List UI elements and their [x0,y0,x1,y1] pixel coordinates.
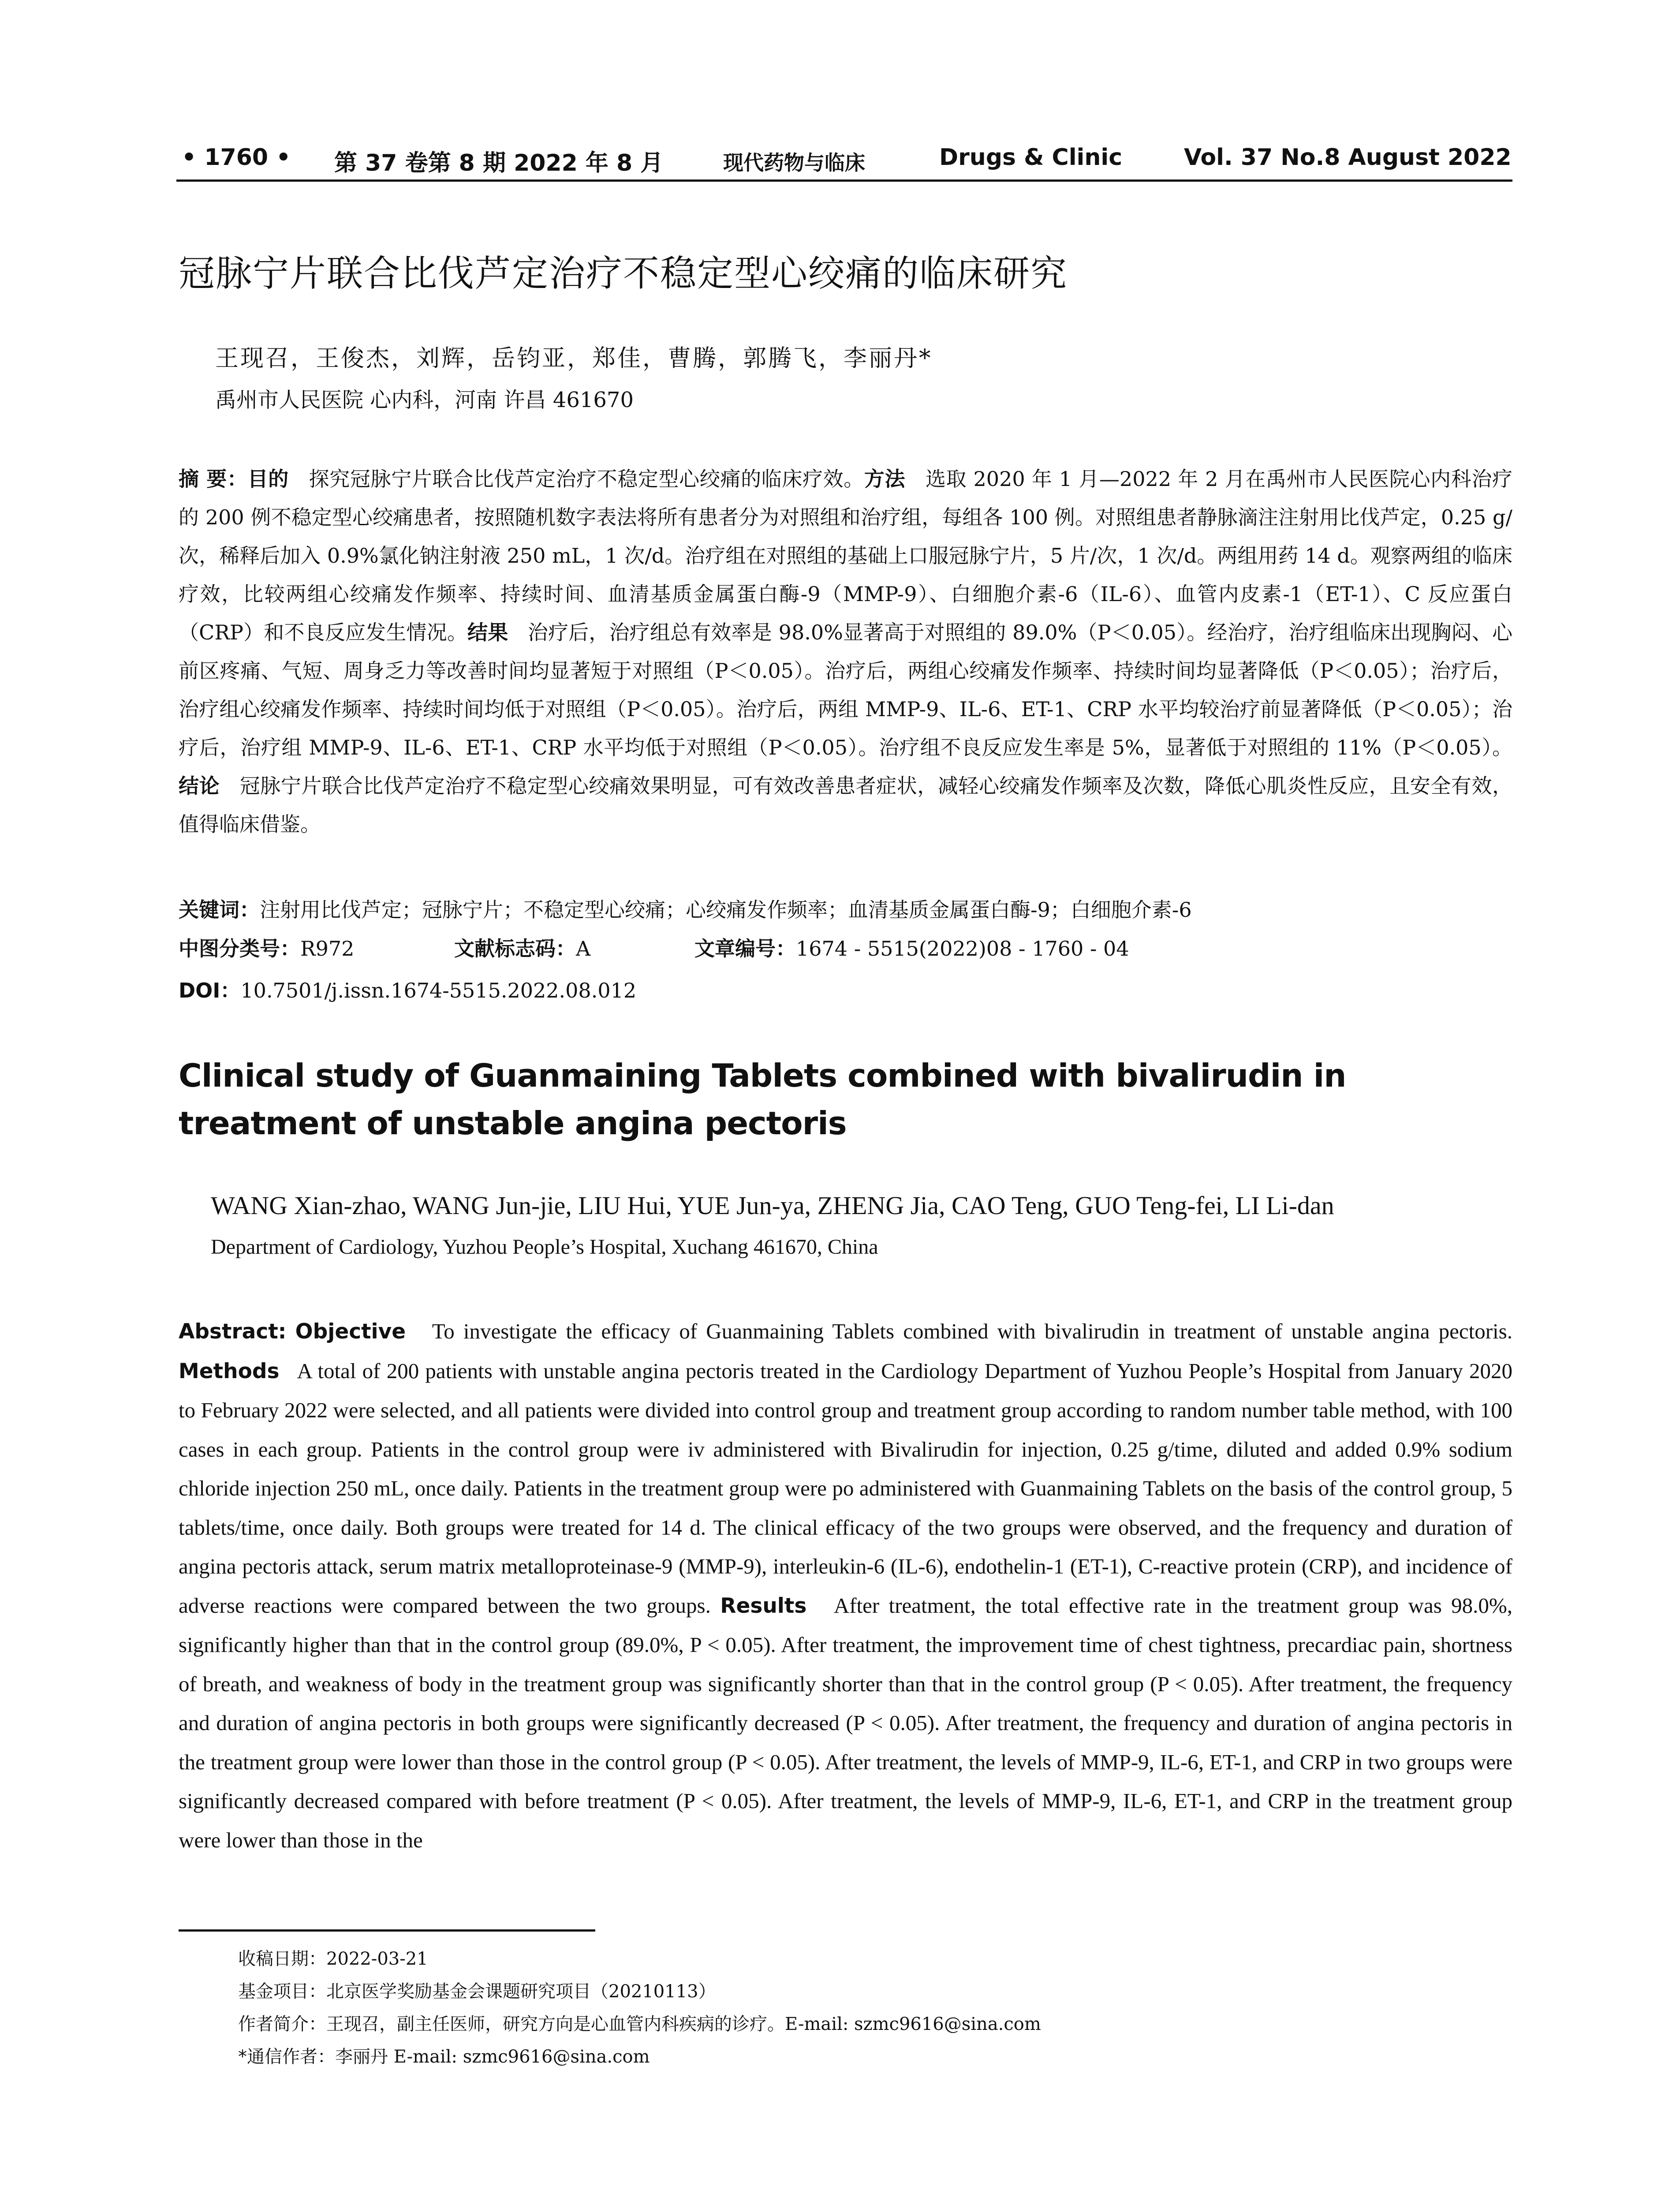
results-text-cn: 治疗后，治疗组总有效率是 98.0%显著高于对照组的 89.0%（P＜0.05）。经治疗，治疗组临床出现胸闷、心前区疼痛、气短、周身乏力等改善时间均显著短于对照组（P＜0.05）。治疗后，两组心绞痛发作频率、持续时间均显著降低（P＜0.05）；治疗后，治疗组心绞痛发作频率、持续时间均低于对照组（P＜0.05）。治疗后，两组 MMP-9、IL-6、ET-1、CRP 水平均较治疗前显著降低（P＜0.05）；治疗后，治疗组 MMP-9、IL-6、ET-1、CRP 水平均低于对照组（P＜0.05）。治疗组不良反应发生率是 5%，显著低于对照组的 11%（P＜0.05）。 [179,620,1512,759]
abstract-en [179,1312,1512,1860]
article-title-cn: 冠脉宁片联合比伐芦定治疗不稳定型心绞痛的临床研究 [179,253,1068,295]
article-title-en: Clinical study of Guanmaining Tablets combined with bivalirudin in treatment of unstable angina pectoris [179,1057,1346,1142]
doi-value: 10.7501/j.issn.1674-5515.2022.08.012 [240,979,637,1002]
footnote-author-bio [238,2008,1041,2041]
clc-value: R972 [300,937,355,960]
results-text-en: After treatment, the total effective rate in the treatment group was 98.0%, significantly higher than that in the control group (89.0%, P < 0.05). After treatment, the improvement time of chest tightness, precardiac pain, shortness of breath, and weakness of body in the treatment group was significantly shorter than that in the control group (P < 0.05). After treatment, the frequency and duration of angina pectoris in both groups were significantly decreased (P < 0.05). After treatment, the frequency and duration of angina pectoris in the treatment group were lower than those in the control group (P < 0.05). After treatment, the levels of MMP-9, IL-6, ET-1, and CRP in two groups were significantly decreased compared with before treatment (P < 0.05). After treatment, the levels of MMP-9, IL-6, ET-1, and CRP in the treatment group were lower than those in the [179,1593,1512,1852]
footnote-received [238,1943,1041,1975]
journal-name-cn: 现代药物与临床 [723,151,865,175]
running-header [176,139,1512,182]
footnote-divider [179,1929,595,1932]
footnotes [238,1943,1041,2073]
footnote-label: 作者简介： [238,2014,326,2034]
methods-label-cn: 方法 [864,467,906,491]
methods-text-cn: 选取 2020 年 1 月—2022 年 2 月在禹州市人民医院心内科治疗的 200 例不稳定型心绞痛患者，按照随机数字表法将所有患者分为对照组和治疗组，每组各 100 例。对照组患者静脉滴注注射用比伐芦定，0.25 g/次，稀释后加入 0.9%氯化钠注射液 250 mL，1 次/d。治疗组在对照组的基础上口服冠脉宁片，5 片/次，1 次/d。两组用药 14 d。观察两组的临床疗效，比较两组心绞痛发作频率、持续时间、血清基质金属蛋白酶-9（MMP-9）、白细胞介素-6（IL-6）、血管内皮素-1（ET-1）、C 反应蛋白（CRP）和不良反应发生情况。 [179,467,1513,644]
keywords-text: 注射用比伐芦定；冠脉宁片；不稳定型心绞痛；心绞痛发作频率；血清基质金属蛋白酶-9；白细胞介素-6 [260,898,1192,922]
objective-text-cn: 探究冠脉宁片联合比伐芦定治疗不稳定型心绞痛的临床疗效。 [309,467,864,491]
footnote-label: 基金项目： [238,1981,326,2002]
author-list-en: WANG Xian-zhao, WANG Jun-jie, LIU Hui, YUE Jun-ya, ZHENG Jia, CAO Teng, GUO Teng-fei, LI Li-dan [211,1191,1334,1220]
author-list-cn: 王现召，王俊杰，刘辉，岳钧亚，郑佳，曹腾，郭腾飞，李丽丹* [215,345,933,372]
journal-name-en: Drugs & Clinic [939,144,1123,171]
keywords-label: 关键词： [179,898,260,922]
affiliation-en: Department of Cardiology, Yuzhou People’s Hospital, Xuchang 461670, China [211,1235,878,1259]
affiliation-cn: 禹州市人民医院 心内科，河南 许昌 461670 [215,388,634,412]
issue-info-cn: 第 37 卷第 8 期 2022 年 8 月 [334,150,664,176]
objective-label-cn: 目的 [247,467,289,491]
doi-line [179,975,1512,1004]
footnote-text: 李丽丹 E-mail: szmc9616@sina.com [335,2047,650,2067]
abstract-cn [179,460,1512,844]
abstract-label-en: Abstract: [179,1319,287,1344]
objective-label-en: Objective [295,1319,406,1344]
footnote-label: 收稿日期： [238,1949,326,1969]
methods-text-en: A total of 200 patients with unstable angina pectoris treated in the Cardiology Department of Yuzhou People’s Hospital from January 2020 to February 2022 were selected, and all patients were divided into control group and treatment group according to random number table method, with 100 cases in each group. Patients in the control group were iv administered with Bivalirudin for injection, 0.25 g/time, diluted and added 0.9% sodium chloride injection 250 mL, once daily. Patients in the treatment group were po administered with Guanmaining Tablets on the basis of the control group, 5 tablets/time, once daily. Both groups were treated for 14 d. The clinical efficacy of the two groups were observed, and the frequency and duration of angina pectoris attack, serum matrix metalloproteinase-9 (MMP-9), interleukin-6 (IL-6), endothelin-1 (ET-1), C-reactive protein (CRP), and incidence of adverse reactions were compared between the two groups. [179,1358,1512,1618]
clc-label: 中图分类号： [179,937,300,960]
footnote-corresponding [238,2041,1041,2073]
conclusion-label-cn: 结论 [179,774,220,798]
footnote-text: 王现召，副主任医师，研究方向是心血管内科疾病的诊疗。E-mail: szmc9616@sina.com [326,2014,1041,2034]
issue-info-en: Vol. 37 No.8 August 2022 [1184,144,1512,171]
article-no-value: 1674 - 5515(2022)08 - 1760 - 04 [796,937,1129,960]
abstract-label-cn: 摘 要： [179,467,248,491]
doi-label: DOI： [179,979,241,1002]
doc-code-label: 文献标志码： [454,937,576,960]
objective-text-en: To investigate the efficacy of Guanmaining Tablets combined with bivalirudin in treatment of unstable angina pectoris. [432,1319,1512,1343]
keywords-cn [179,891,1512,929]
results-label-cn: 结果 [467,620,508,644]
methods-label-en: Methods [179,1359,280,1383]
footnote-label: *通信作者： [238,2047,335,2067]
footnote-text: 北京医学奖励基金会课题研究项目（20210113） [326,1981,716,2002]
article-no-label: 文章编号： [694,937,796,960]
conclusion-text-cn: 冠脉宁片联合比伐芦定治疗不稳定型心绞痛效果明显，可有效改善患者症状，减轻心绞痛发作频率及次数，降低心肌炎性反应，且安全有效，值得临床借鉴。 [179,774,1512,836]
results-label-en: Results [720,1593,807,1618]
page-number: • 1760 • [182,144,291,171]
doc-code-value: A [576,937,591,960]
footnote-text: 2022-03-21 [326,1949,428,1969]
footnote-funding [238,1975,1041,2008]
